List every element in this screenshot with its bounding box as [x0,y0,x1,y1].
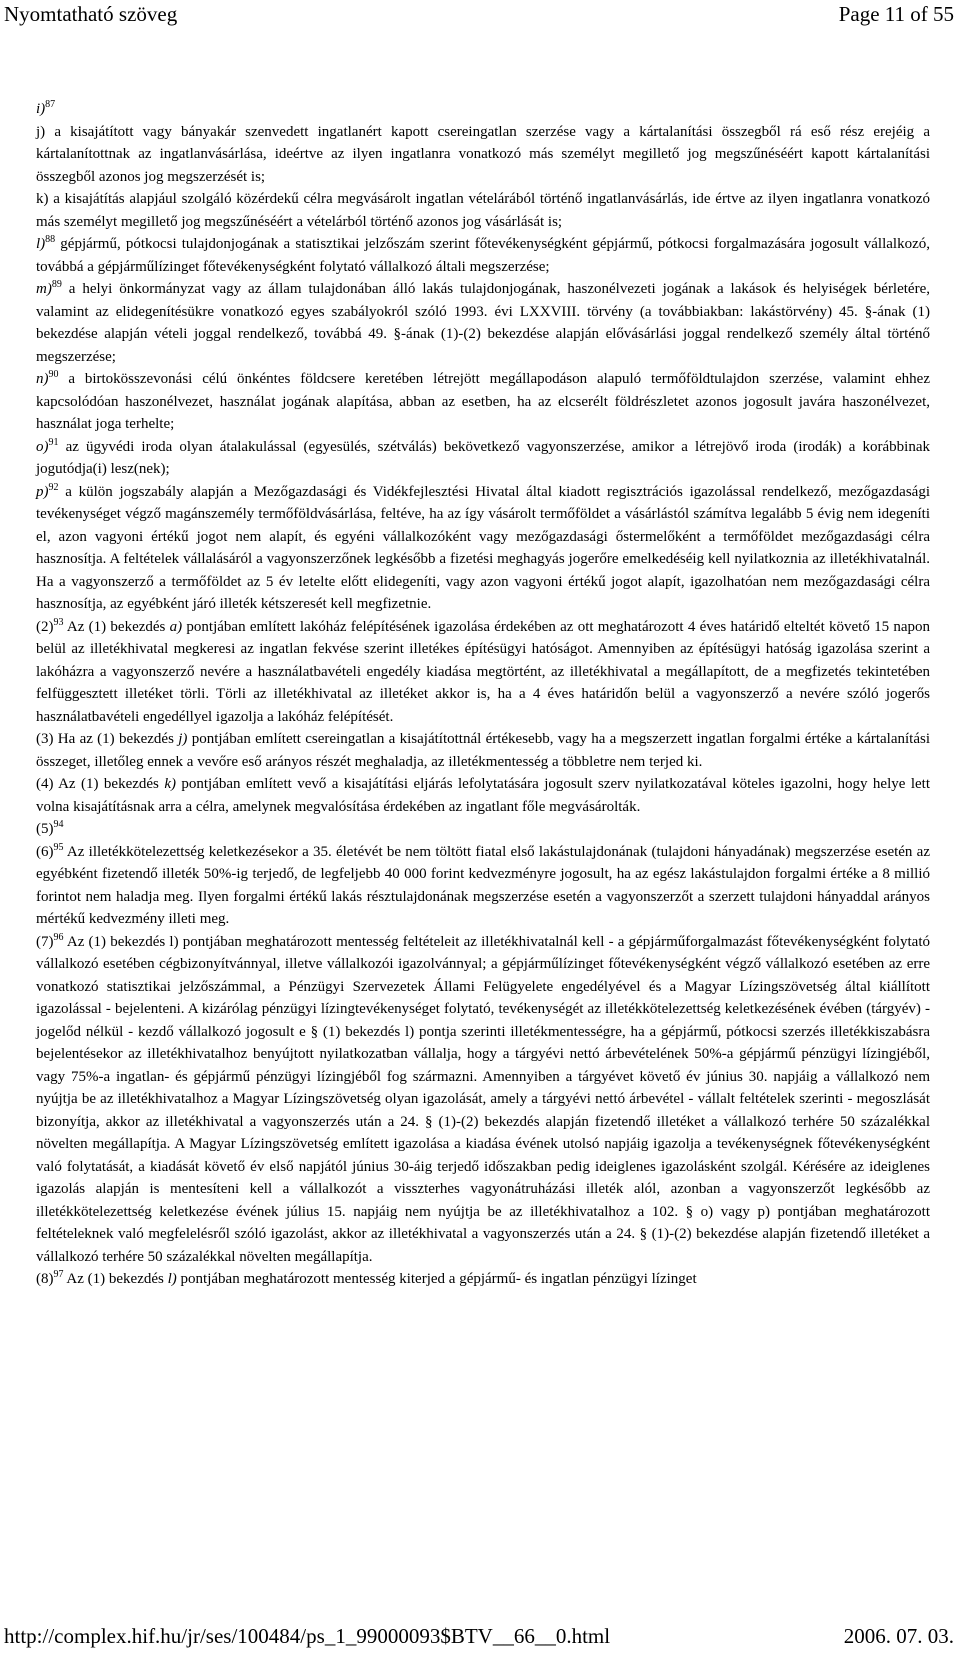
section-label: (6) [36,843,54,860]
paragraph-text: az ügyvédi iroda olyan átalakulással (egyesülés, szétválás) bekövetkező vagyonszerzése, amikor a létrejövő iroda (irodák) a korábbinak jogutódja(i) lesz(nek); [36,438,930,477]
footnote-ref[interactable]: 96 [53,931,64,943]
section-label: (7) [36,933,54,950]
paragraph-i [36,98,930,121]
section-label: (5) [36,821,54,837]
page-indicator: Page 11 of 55 [838,2,954,26]
section-text: (4) Az (1) bekezdés [36,776,165,792]
item-label: l) [36,236,46,252]
section-text: pontjában említett csereingatlan a kisajátítottnál értékesebb, vagy ha a megszerzett ingatlan forgalmi értéke a kártalanítási összeget, illetőleg ennek a vevőre eső arányos részét meghaladja, az illetékmentesség a többletre nem terjed ki. [36,731,930,770]
item-label: p) [36,483,49,500]
paragraph-k: k) a kisajátítás alapjául szolgáló közérdekű célra megvásárolt ingatlan vételárából történő ingatlanvásárlás, ide értve az ilyen ingatlanra vonatkozó más személyt megillető jog megszűnéséért a vételárból történő azonos jog vásárlását is; [36,191,930,230]
section-7 [36,931,930,1269]
paragraph-text: a külön jogszabály alapján a Mezőgazdasági és Vidékfejlesztési Hivatal által kiadott regisztrációs igazolással rendelkező, mezőgazdasági tevékenységet végző magánszemély termőföldvásárlása, feltéve, ha az így vásárolt termőföldet a vásárlástól számítva legalább 5 évig nem idegeníti el, azon vagyoni értékű jogot nem alapít, és egyéni vállalkozóként vagy mezőgazdasági őstermelőként a termőföldet mezőgazdasági célra hasznosítja. A feltételek vállalásáról a vagyonszerzőnek legkésőbb a fizetési meghagyás jogerőre emelkedéséig kell nyilatkoznia az illetékhivatalnál. Ha a vagyonszerző a termőföldet az 5 év letelte előtt elidegeníti, vagy azon vagyoni értékű jogot alapít, igazolhatóan nem mezőgazdasági célra hasznosítja, az egyébként járó illeték kétszeresét kell megfizetnie. [36,483,930,612]
footnote-ref[interactable]: 94 [53,819,64,830]
paragraph-o [36,436,930,481]
section-text: (3) Ha az (1) bekezdés [36,731,179,747]
item-label: m) [36,281,52,297]
paragraph-j: j) a kisajátított vagy bányakár szenvedett ingatlanért kapott csereingatlan szerzése vagy a kártalanítási összegből rá eső rész erejéig a kártalanítottnak az ingatlanvásárlása, ideértve az ilyen ingatlanra vonatkozó más személyt megillető jog megszűnéséért kapott kártalanítási összegből azonos jog megszerzését is; [36,123,930,185]
point-ref: a) [169,618,183,635]
footnote-ref[interactable]: 92 [48,481,59,493]
paragraph-l [36,233,930,278]
point-ref: j) [178,731,188,747]
footnote-ref[interactable]: 87 [45,99,56,110]
section-text: pontjában meghatározott mentesség kiterjed a gépjármű- és ingatlan pénzügyi lízinget [176,1271,697,1287]
paragraph-text: a birtokösszevonási célú önkéntes földcsere keretében létrejött megállapodáson alapuló termőföldtulajdon szerzése, valamint ehhez kapcsolódóan haszonélvezet, használat jogának alapítása, abban az esetben, ha az elcserélt földrészletet azonos jogosult javára haszonélvezet, használat joga terhelte; [36,371,930,432]
section-text: Az (1) bekezdés [63,1271,168,1287]
paragraph-n [36,368,930,436]
section-5 [36,818,930,841]
section-3 [36,728,930,773]
section-text: pontjában említett lakóház felépítésének igazolása érdekében az ott meghatározott 4 éves határidő elteltét követő 15 napon belül az illetékhivatal megkeresi az ingatlan fekvése szerint illetékes építésügyi hatóságot. Amennyiben az építésügyi hatóság igazolása szerint a lakóházra a vagyonszerző nevére a használatbavételi engedély kiadása megtörtént, az illetékhivatal a megállapított, de a megfizetés tekintetében felfüggesztett illetéket törli. Törli az illetékhivatal az illetéket akkor is, ha a 4 éves határidőn belül a vagyonszerző a nevére szóló jogerős használatbavételi engedéllyel igazolja a lakóház felépítését. [36,618,930,725]
footnote-ref[interactable]: 93 [53,616,64,628]
section-label: (2) [36,618,54,635]
paragraph-text: gépjármű, pótkocsi tulajdonjogának a statisztikai jelzőszám szerint főtevékenységként gépjármű, pótkocsi forgalmazására jogosult vállalkozó, továbbá a gépjárműlízinget főtevékenységként folytató vállalkozó általi megszerzése; [36,236,930,275]
section-4 [36,773,930,818]
document-title: Nyomtatható szöveg [4,2,178,26]
section-8 [36,1268,930,1291]
item-label: o) [36,438,49,455]
section-text: pontjában említett vevő a kisajátítási eljárás lefolytatására jogosult szerv nyilatkozatával köteles igazolni, hogy helye lett volna kisajátításnak arra a célra, amelynek megvalósítása érdekében az ingatlant főle megvásárolták. [36,776,930,815]
footnote-ref[interactable]: 89 [51,279,62,290]
paragraph-p [36,481,930,616]
print-date: 2006. 07. 03. [843,1624,954,1648]
item-label: i) [36,101,46,117]
footnote-ref[interactable]: 91 [48,436,59,448]
footnote-ref[interactable]: 90 [48,369,59,380]
point-ref: k) [164,776,176,792]
section-text: Az (1) bekezdés l) pontjában meghatározott mentesség feltételeit az illetékhivatalnál kell - a gépjárműforgalmazást főtevékenységként folytató vállalkozó esetében cégbizonyítvánnyal, illetve vállalkozói igazolvánnyal; a gépjárműlízinget főtevékenységként végző vállalkozó esetében az erre vonatkozó statisztikai jelzőszámmal, a Pénzügyi Szervezetek Állami Felügyelete engedélyével és a Magyar Lízingszövetség által kiállított igazolással - bejelenteni. A kizárólag pénzügyi lízingtevékenységet folytató, tevékenységét az illetékkötelezettség keletkezésének évében (tárgyév) - jogelőd nélkül - kezdő vállalkozó jogosult e § (1) bekezdés l) pontja szerinti illetékmentességre, ha a gépjármű, pótkocsi szerzés illetékkiszabásra bejelentésekor az illetékhivatalhoz benyújtott nyilatkozatban vállalja, hogy a tárgyévi nettó árbevételének 50%-a gépjármű pénzügyi lízingjéből, vagy 75%-a ingatlan- és gépjármű pénzügyi lízingjéből fog származni. Amennyiben a tárgyévet követő év június 30. napjáig a vállalkozó nem nyújtja be az illetékhivatalhoz a Magyar Lízingszövetség olyan igazolását, amely a tárgyévi nettó árbevétel - vállalt feltételek szerinti - megoszlását bizonyítja, akkor az illetékhivatal a vagyonszerzés után a 24. § (1)-(2) bekezdés alapján fizetendő illetéket a vállalkozó terhére 50 százalékkal növelten megállapítja. A Magyar Lízingszövetség említett igazolása a kiadása évének utolsó napjáig igazolja a tevékenységnek főtevékenységként való folytatását, a kiadását követő év első napjától június 30-áig terjedő időszakban pedig ideiglenes igazolásként szolgál. Kérésére az ideiglenes igazolás alapján is mentesíteni kell a vállalkozót a visszterhes vagyonátruházási illeték alól, azonban a vagyonszerzőt legkésőbb az illetékkötelezettség keletkezése évének július 15. napjáig nem nyújtja be az illetékhivatalhoz a 102. § o) vagy p) pontjában meghatározott feltételeknek való megfelelésről szóló igazolást, akkor az illetékhivatal a vagyonszerzés után a 24. § (1)-(2) bekezdése alapján fizetendő illetéket a vállalkozó terhére 50 százalékkal növelten megállapítja. [36,933,930,1265]
source-url[interactable]: http://complex.hif.hu/jr/ses/100484/ps_1_99000093$BTV__66__0.html [4,1624,611,1648]
paragraph-text: a helyi önkormányzat vagy az állam tulajdonában álló lakás tulajdonjogának, haszonélvezeti jogának a lakások és helyiségek bérletére, valamint az elidegenítésükre vonatkozó egyes szabályokról szóló 1993. évi LXXVIII. törvény (a továbbiakban: lakástörvény) 45. §-ának (1) bekezdése alapján vételi joggal rendelkező, továbbá 49. §-ának (1)-(2) bekezdése alapján elővásárlási joggal rendelkező személy által történő megszerzése; [36,281,930,365]
point-ref: l) [167,1271,177,1287]
section-2 [36,616,930,729]
footnote-ref[interactable]: 95 [53,841,64,853]
footnote-ref[interactable]: 88 [45,234,56,245]
item-label: n) [36,371,49,387]
footnote-ref[interactable]: 97 [53,1269,64,1280]
section-label: (8) [36,1271,54,1287]
section-6 [36,841,930,931]
document-body [36,98,930,1291]
section-text: Az (1) bekezdés [63,618,170,635]
paragraph-m [36,278,930,368]
section-text: Az illetékkötelezettség keletkezésekor a 35. életévét be nem töltött fiatal első lakástulajdonának (tulajdoni hányadának) megszerzése esetén az egyébként fizetendő illeték 50%-ig terjedő, de legfeljebb 40 000 forint kedvezményre jogosult, ha az egész lakástulajdon forgalmi értéke a 8 millió forintot nem haladja meg. Ilyen forgalmi értékű lakás résztulajdonának megszerzése esetén a vagyonszerzőt a szerzett tulajdoni hányaddal arányos mértékű kedvezmény illeti meg. [36,843,930,927]
